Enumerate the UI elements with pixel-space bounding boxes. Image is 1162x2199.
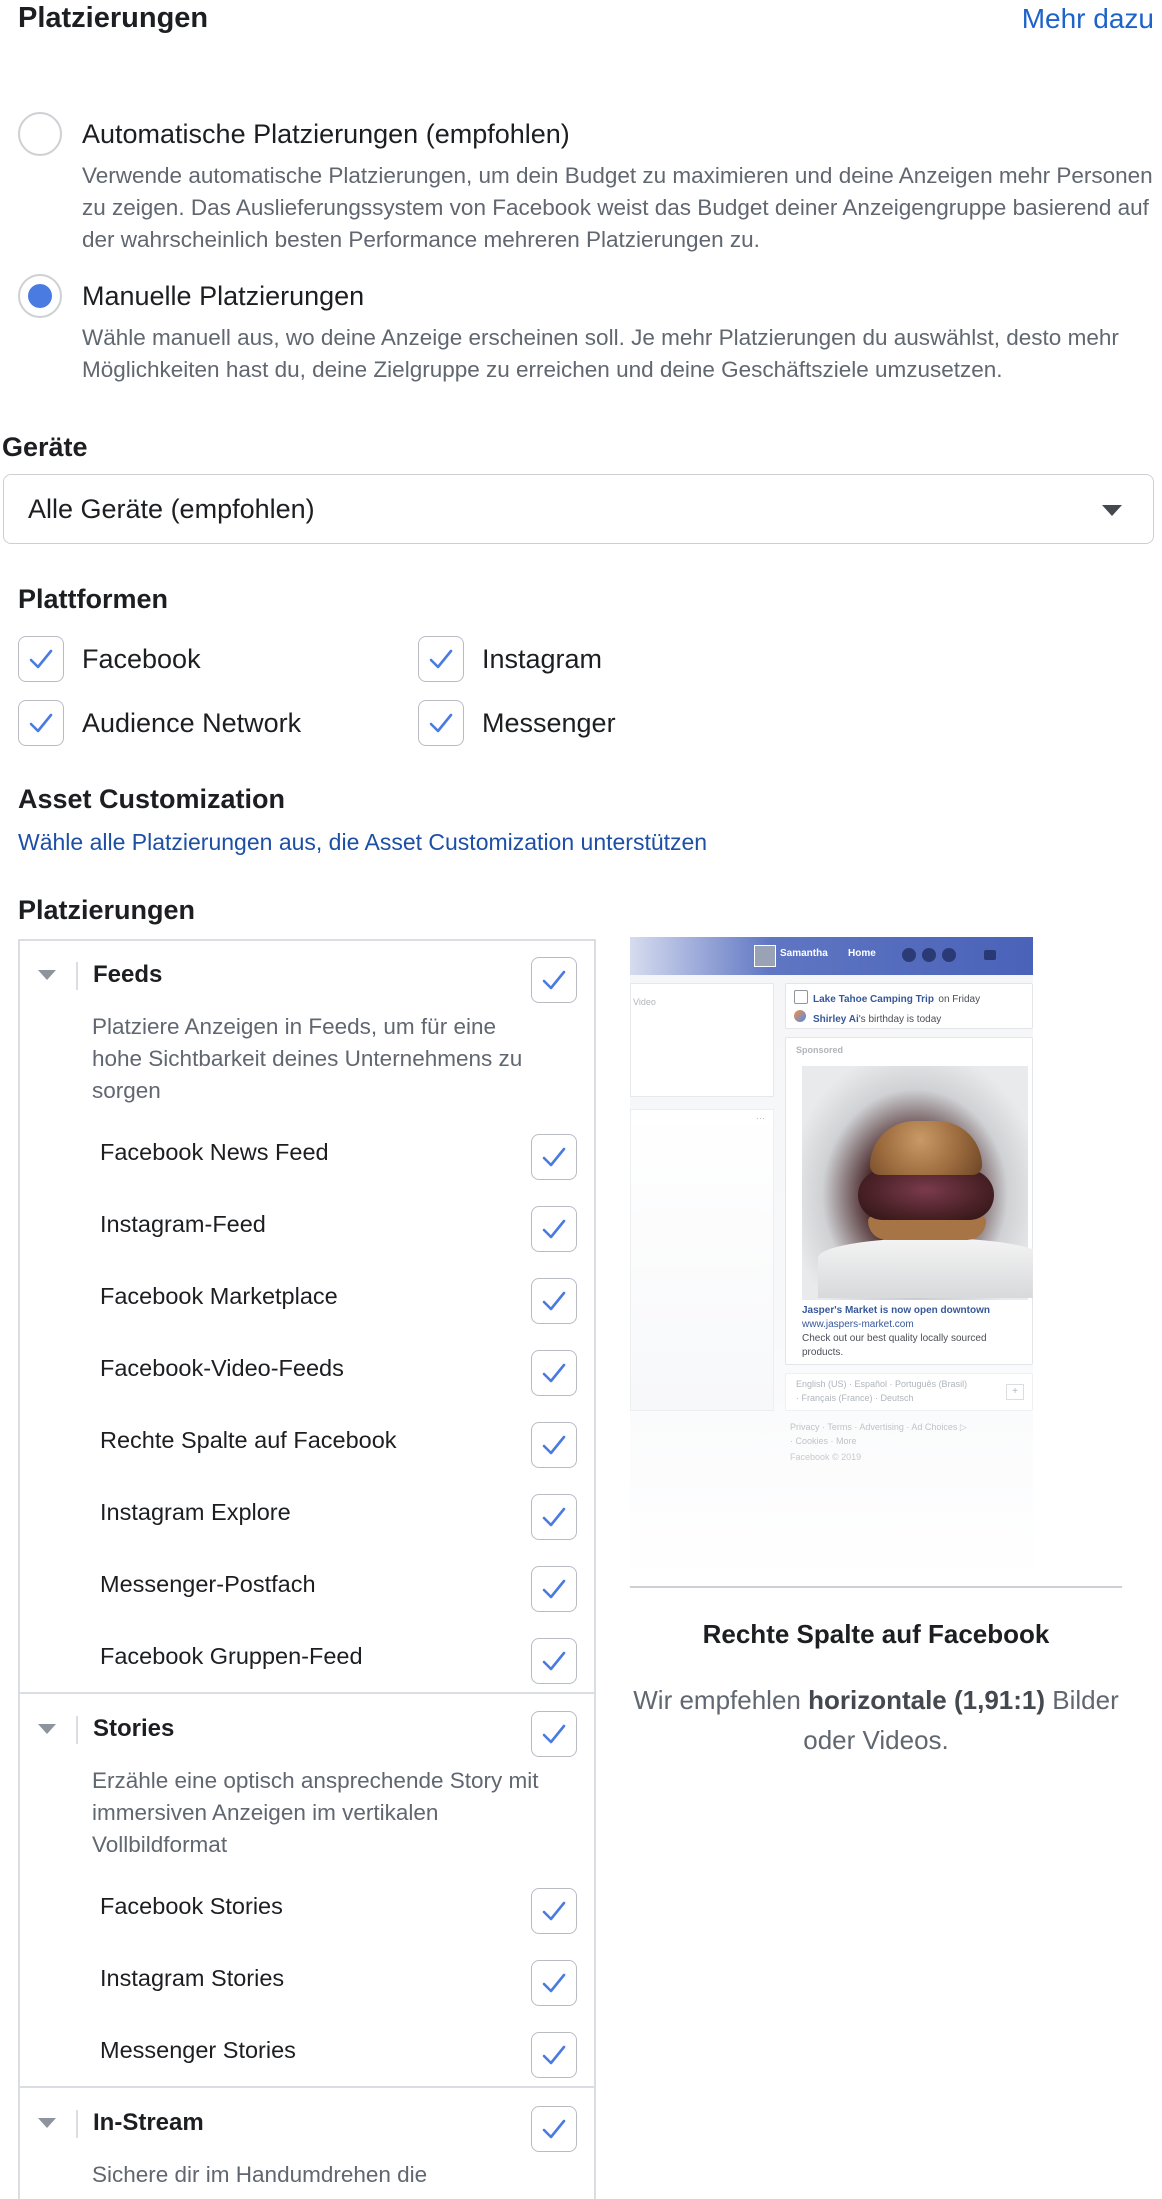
platform-facebook-checkbox[interactable] [18, 636, 64, 682]
checkmark-icon [427, 709, 455, 737]
friends-icon [902, 948, 916, 962]
placement-item-label: Facebook Stories [100, 1893, 283, 1919]
placement-instagram-explore-checkbox[interactable] [531, 1494, 577, 1540]
checkmark-icon [540, 966, 568, 994]
checkmark-icon [540, 1575, 568, 1603]
mock-languages-2: · Français (France) · Deutsch [796, 1393, 914, 1403]
placement-item-label: Facebook-Video-Feeds [100, 1355, 344, 1381]
platform-messenger-label: Messenger [482, 708, 616, 738]
asset-customization-link[interactable]: Wähle alle Platzierungen aus, die Asset Customization unterstützen [18, 829, 708, 855]
group-stories-title: Stories [93, 1715, 175, 1742]
radio-selected-dot [28, 284, 52, 308]
group-stories-description: Erzähle eine optisch ansprechende Story mit immersiven Anzeigen im vertikalen Vollbildformat [92, 1768, 539, 1857]
asset-customization-heading: Asset Customization [18, 784, 286, 814]
group-divider [18, 2086, 596, 2088]
placement-item-label: Facebook Gruppen-Feed [100, 1643, 363, 1669]
preview-text-prefix: Wir empfehlen [633, 1685, 809, 1715]
placement-instagram-stories-checkbox[interactable] [531, 1960, 577, 2006]
mock-ad-url: www.jaspers-market.com [802, 1319, 914, 1330]
placement-instagram-feed-checkbox[interactable] [531, 1206, 577, 1252]
group-feeds-title: Feeds [93, 961, 163, 988]
mock-events-card [785, 983, 1033, 1029]
preview-text-bold: horizontale (1,91:1) [808, 1685, 1046, 1715]
mock-sponsored-label: Sponsored [796, 1045, 844, 1055]
preview-title: Rechte Spalte auf Facebook [702, 1619, 1050, 1649]
gift-icon [794, 1010, 806, 1022]
placement-item-label: Instagram-Feed [100, 1211, 266, 1237]
placement-item-label: Facebook News Feed [100, 1139, 329, 1165]
placements-heading: Platzierungen [18, 895, 196, 925]
placement-right-column-checkbox[interactable] [531, 1422, 577, 1468]
burger-ad-image [802, 1066, 1028, 1300]
mock-home-label: Home [848, 948, 876, 959]
mock-footer-3: Facebook © 2019 [790, 1452, 862, 1462]
automatic-placements-description: Verwende automatische Platzierungen, um dein Budget zu maximieren und deine Anzeigen mehr Personen zu zeigen. Das Auslieferungssystem von Facebook weist das Budget deiner Anzeigengruppe basierend auf der wahrscheinlich besten Performance mehreren Platzierungen zu. [82, 163, 1153, 252]
mock-language-card [785, 1373, 1033, 1411]
placement-item-label: Messenger-Postfach [100, 1571, 316, 1597]
placement-facebook-video-feeds-checkbox[interactable] [531, 1350, 577, 1396]
collapse-triangle-icon[interactable] [38, 1724, 56, 1734]
collapse-triangle-icon[interactable] [38, 970, 56, 980]
placement-facebook-groups-feed-checkbox[interactable] [531, 1638, 577, 1684]
mock-birthday-text: 's birthday is today [858, 1014, 942, 1025]
manual-placements-radio[interactable] [18, 274, 62, 318]
lock-icon [984, 950, 996, 960]
group-divider [18, 1692, 596, 1694]
mock-event-when: on Friday [938, 994, 981, 1005]
messages-icon [922, 948, 936, 962]
checkmark-icon [540, 1503, 568, 1531]
checkmark-icon [540, 1287, 568, 1315]
placement-item-label: Facebook Marketplace [100, 1283, 338, 1309]
group-feeds-checkbox[interactable] [531, 957, 577, 1003]
divider [76, 962, 78, 990]
preview-recommendation [630, 1680, 1122, 1760]
devices-heading: Geräte [2, 432, 88, 462]
checkmark-icon [540, 1431, 568, 1459]
facebook-top-bar [630, 937, 1033, 975]
placement-facebook-stories-checkbox[interactable] [531, 1888, 577, 1934]
placement-messenger-stories-checkbox[interactable] [531, 2032, 577, 2078]
platform-messenger-checkbox[interactable] [418, 700, 464, 746]
mock-ad-text: Check out our best quality locally sourced products. [802, 1333, 987, 1358]
mock-event-title: Lake Tahoe Camping Trip [813, 994, 934, 1005]
platform-facebook-label: Facebook [82, 644, 201, 674]
checkmark-icon [27, 709, 55, 737]
placement-item-label: Messenger Stories [100, 2037, 296, 2063]
platform-audience-network-label: Audience Network [82, 708, 302, 738]
feed-placeholder [630, 983, 774, 1097]
automatic-placements-radio[interactable] [18, 112, 62, 156]
page-title: Platzierungen [18, 2, 209, 34]
preview-divider [630, 1586, 1122, 1588]
mock-birthday-name: Shirley Ai [813, 1014, 859, 1025]
automatic-placements-label: Automatische Platzierungen (empfohlen) [82, 119, 570, 149]
globe-icon [942, 948, 956, 962]
mock-user-name: Samantha [780, 948, 828, 959]
placement-item-label: Instagram Stories [100, 1965, 285, 1991]
divider [76, 1716, 78, 1744]
mock-sponsored-card [785, 1037, 1033, 1365]
collapse-triangle-icon[interactable] [38, 2118, 56, 2128]
group-in-stream-checkbox[interactable] [531, 2106, 577, 2152]
checkmark-icon [540, 1720, 568, 1748]
checkmark-icon [540, 1359, 568, 1387]
devices-dropdown-value: Alle Geräte (empfohlen) [28, 493, 315, 524]
placement-item-label: Instagram Explore [100, 1499, 291, 1525]
plus-icon: + [1006, 1384, 1024, 1400]
checkmark-icon [540, 2041, 568, 2069]
group-stories-checkbox[interactable] [531, 1711, 577, 1757]
mock-footer-1: Privacy · Terms · Advertising · Ad Choices ▷ [790, 1422, 967, 1432]
placement-facebook-news-feed-checkbox[interactable] [531, 1134, 577, 1180]
preview-text-suffix: Bilder oder Videos. [803, 1685, 1119, 1755]
checkmark-icon [540, 1143, 568, 1171]
divider [76, 2110, 78, 2138]
caret-down-icon [1102, 505, 1122, 516]
platform-instagram-checkbox[interactable] [418, 636, 464, 682]
group-in-stream-description: Sichere dir im Handumdrehen die [92, 2162, 428, 2187]
group-feeds-description: Platziere Anzeigen in Feeds, um für eine hohe Sichtbarkeit deines Unternehmens zu sorgen [92, 1014, 523, 1103]
mock-footer-2: · Cookies · More [790, 1436, 857, 1446]
platform-audience-network-checkbox[interactable] [18, 700, 64, 746]
placement-preview-image [630, 937, 1033, 1585]
manual-placements-description: Wähle manuell aus, wo deine Anzeige erscheinen soll. Je mehr Platzierungen du auswählst, desto mehr Möglichkeiten hast du, deine Zielgruppe zu erreichen und deine Geschäftsziele umzusetzen. [82, 325, 1119, 382]
checkmark-icon [540, 1897, 568, 1925]
checkmark-icon [540, 2115, 568, 2143]
group-in-stream-title: In-Stream [93, 2109, 204, 2136]
learn-more-link[interactable]: Mehr dazu [1021, 3, 1154, 34]
platform-instagram-label: Instagram [482, 644, 603, 674]
mock-video-label: Video [633, 997, 656, 1007]
placement-item-label: Rechte Spalte auf Facebook [100, 1427, 397, 1453]
placement-facebook-marketplace-checkbox[interactable] [531, 1278, 577, 1324]
checkmark-icon [427, 645, 455, 673]
checkmark-icon [540, 1969, 568, 1997]
mock-languages-1: English (US) · Español · Português (Brasil) [796, 1379, 968, 1389]
manual-placements-label: Manuelle Platzierungen [82, 281, 365, 311]
mock-ad-title: Jasper's Market is now open downtown [802, 1305, 990, 1316]
devices-dropdown[interactable] [3, 474, 1154, 544]
feed-placeholder: ··· [630, 1109, 774, 1411]
checkmark-icon [27, 645, 55, 673]
avatar [754, 945, 776, 967]
platforms-heading: Plattformen [18, 584, 169, 614]
checkmark-icon [540, 1215, 568, 1243]
placement-messenger-inbox-checkbox[interactable] [531, 1566, 577, 1612]
calendar-icon [794, 990, 808, 1004]
checkmark-icon [540, 1647, 568, 1675]
